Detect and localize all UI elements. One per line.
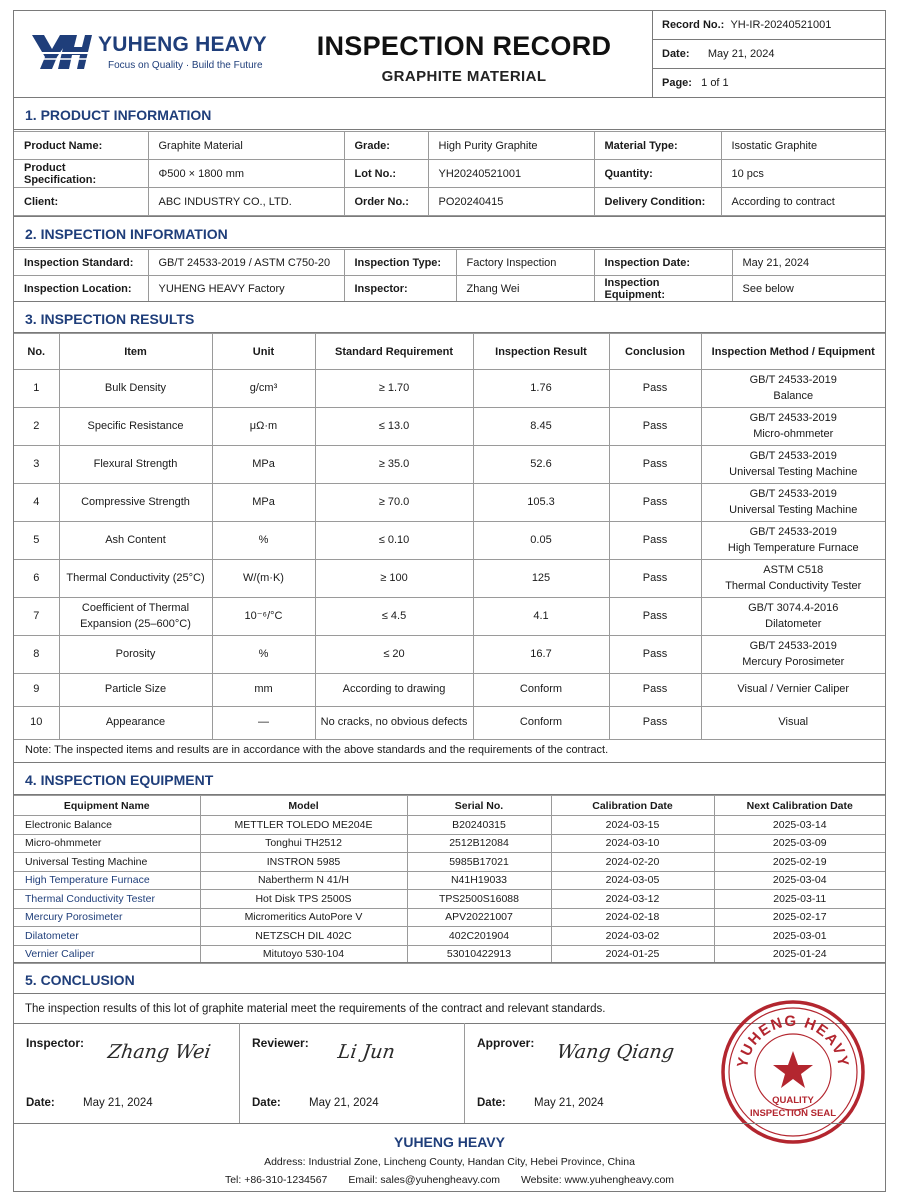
field-value: YUHENG HEAVY Factory [148, 276, 344, 302]
field-label: Delivery Condition: [594, 188, 721, 216]
results-cell: 1.76 [473, 370, 609, 408]
inspection-info-row [14, 250, 885, 276]
results-row [14, 598, 885, 636]
field-value: 10 pcs [721, 160, 885, 188]
results-cell: Ash Content [59, 522, 212, 560]
results-cell: 4.1 [473, 598, 609, 636]
brand-tagline: Focus on Quality · Build the Future [108, 60, 263, 71]
footer-tel: Tel: +86-310-1234567 [224, 1174, 328, 1186]
approver-date: May 21, 2024 [534, 1097, 604, 1109]
reviewer-signature-block [240, 1023, 465, 1123]
equipment-cell: 2024-02-18 [551, 908, 714, 927]
field-value: Zhang Wei [456, 276, 594, 302]
results-cell: 6 [14, 560, 59, 598]
record-date-row [653, 40, 886, 69]
equipment-row [14, 834, 885, 853]
equipment-cell: 2024-03-02 [551, 927, 714, 946]
results-cell: ≤ 4.5 [315, 598, 473, 636]
results-cell: Pass [609, 560, 701, 598]
field-value: High Purity Graphite [428, 132, 594, 160]
results-cell: No cracks, no obvious defects [315, 707, 473, 740]
method-equipment: Thermal Conductivity Tester [725, 579, 862, 592]
method-cell [701, 446, 885, 484]
field-value: May 21, 2024 [732, 250, 885, 276]
field-value: Isostatic Graphite [721, 132, 885, 160]
equipment-cell: 2024-03-05 [551, 871, 714, 890]
document-subtitle: GRAPHITE MATERIAL [381, 68, 547, 85]
method-cell [701, 674, 885, 707]
results-header-row [14, 334, 885, 370]
results-cell: — [212, 707, 315, 740]
equipment-cell: 5985B17021 [407, 853, 551, 872]
equipment-name: High Temperature Furnace [14, 871, 200, 890]
results-cell: Pass [609, 674, 701, 707]
approver-signature: Wang Qiang [555, 1041, 676, 1063]
results-cell: 125 [473, 560, 609, 598]
method-equipment: Universal Testing Machine [729, 465, 858, 478]
field-label: Inspection Type: [344, 250, 456, 276]
section-inspection-information: 2. INSPECTION INFORMATION [14, 216, 885, 248]
inspection-info-table [14, 249, 885, 302]
method-equipment: Balance [773, 389, 814, 402]
results-cell: 5 [14, 522, 59, 560]
results-cell: Conform [473, 707, 609, 740]
footer-company: YUHENG HEAVY [394, 1134, 505, 1150]
results-cell: 4 [14, 484, 59, 522]
record-date-label: Date: [662, 48, 690, 60]
equipment-row [14, 908, 885, 927]
field-value: PO20240415 [428, 188, 594, 216]
column-header: Standard Requirement [315, 334, 473, 370]
record-date-value: May 21, 2024 [707, 48, 775, 60]
company-logo [30, 31, 280, 81]
field-label: Inspection Location: [14, 276, 148, 302]
footer-website: Website: www.yuhengheavy.com [520, 1174, 675, 1186]
results-cell: W/(m·K) [212, 560, 315, 598]
record-page-row [653, 69, 886, 98]
method-standard: GB/T 24533-2019 [749, 373, 837, 386]
results-row [14, 560, 885, 598]
equipment-name: Dilatometer [14, 927, 200, 946]
column-header: Serial No. [407, 796, 551, 816]
method-equipment: Dilatometer [765, 617, 822, 630]
field-label: Quantity: [594, 160, 721, 188]
inspector-signature: Zhang Wei [106, 1041, 213, 1063]
results-cell: ≤ 20 [315, 636, 473, 674]
document-header [14, 11, 885, 98]
column-header: Next Calibration Date [714, 796, 885, 816]
inspector-date: May 21, 2024 [83, 1097, 153, 1109]
field-label: Lot No.: [344, 160, 428, 188]
field-value: Φ500 × 1800 mm [148, 160, 344, 188]
record-page-value: 1 of 1 [701, 77, 729, 89]
star-icon [773, 1051, 813, 1088]
results-cell: 8.45 [473, 408, 609, 446]
results-cell: Pass [609, 598, 701, 636]
record-page-label: Page: [662, 77, 692, 89]
inspector-label: Inspector: [26, 1036, 85, 1050]
results-cell: Appearance [59, 707, 212, 740]
seal-line-2: INSPECTION SEAL [749, 1108, 837, 1119]
method-equipment: Universal Testing Machine [729, 503, 858, 516]
results-cell: μΩ·m [212, 408, 315, 446]
product-info-table [14, 131, 885, 216]
column-header: Unit [212, 334, 315, 370]
equipment-cell: 2025-03-01 [714, 927, 885, 946]
field-label: Client: [14, 188, 148, 216]
equipment-cell: 2025-03-14 [714, 816, 885, 835]
method-cell [701, 707, 885, 740]
method-standard: Visual [778, 716, 809, 729]
results-cell: Compressive Strength [59, 484, 212, 522]
results-cell: % [212, 522, 315, 560]
results-cell: MPa [212, 446, 315, 484]
results-row [14, 370, 885, 408]
results-cell: 52.6 [473, 446, 609, 484]
field-label: Product Name: [14, 132, 148, 160]
equipment-row [14, 945, 885, 964]
results-cell: 1 [14, 370, 59, 408]
method-standard: ASTM C518 [763, 563, 824, 576]
results-cell: g/cm³ [212, 370, 315, 408]
results-cell: Bulk Density [59, 370, 212, 408]
column-header: Model [200, 796, 407, 816]
field-label: Inspection Standard: [14, 250, 148, 276]
results-cell: 2 [14, 408, 59, 446]
equipment-cell: Tonghui TH2512 [200, 834, 407, 853]
column-header: Inspection Method / Equipment [701, 334, 885, 370]
results-cell: MPa [212, 484, 315, 522]
seal-ring-text: YUHENG HEAVY [734, 1012, 852, 1070]
equipment-cell: 2024-03-15 [551, 816, 714, 835]
results-cell: % [212, 636, 315, 674]
field-label: Inspection Equipment: [594, 276, 732, 302]
equipment-cell: 2025-03-04 [714, 871, 885, 890]
method-standard: GB/T 24533-2019 [749, 639, 837, 652]
record-no-label: Record No.: [662, 19, 725, 31]
equipment-row [14, 853, 885, 872]
field-value: According to contract [721, 188, 885, 216]
reviewer-date-label: Date: [252, 1097, 281, 1109]
results-cell: According to drawing [315, 674, 473, 707]
method-cell [701, 370, 885, 408]
method-equipment: High Temperature Furnace [727, 541, 859, 554]
results-cell: 7 [14, 598, 59, 636]
results-cell: ≥ 70.0 [315, 484, 473, 522]
results-cell: 0.05 [473, 522, 609, 560]
results-cell: ≤ 13.0 [315, 408, 473, 446]
results-cell: 8 [14, 636, 59, 674]
field-value: See below [732, 276, 885, 302]
method-standard: Visual / Vernier Caliper [737, 683, 850, 696]
inspector-date-label: Date: [26, 1097, 55, 1109]
results-row [14, 522, 885, 560]
results-cell: Specific Resistance [59, 408, 212, 446]
results-note: Note: The inspected items and results are in accordance with the above standards and the requirements of the contract. [14, 737, 885, 763]
field-value: Factory Inspection [456, 250, 594, 276]
inspection-results-table [14, 333, 885, 740]
inspection-equipment-table [14, 795, 885, 964]
record-no-value: YH-IR-20240521001 [730, 19, 832, 31]
field-label: Grade: [344, 132, 428, 160]
equipment-cell: Nabertherm N 41/H [200, 871, 407, 890]
results-row [14, 636, 885, 674]
equipment-name: Universal Testing Machine [14, 853, 200, 872]
reviewer-signature: Li Jun [336, 1041, 397, 1063]
method-standard: GB/T 3074.4-2016 [748, 601, 839, 614]
field-value: YH20240521001 [428, 160, 594, 188]
equipment-cell: Micromeritics AutoPore V [200, 908, 407, 927]
footer-address: Address: Industrial Zone, Lincheng County, Handan City, Hebei Province, China [264, 1156, 635, 1168]
approver-date-label: Date: [477, 1097, 506, 1109]
equipment-name: Mercury Porosimeter [14, 908, 200, 927]
column-header: No. [14, 334, 59, 370]
field-value: GB/T 24533-2019 / ASTM C750-20 [148, 250, 344, 276]
equipment-name: Electronic Balance [14, 816, 200, 835]
equipment-cell: 2025-03-11 [714, 890, 885, 909]
column-header: Calibration Date [551, 796, 714, 816]
results-row [14, 674, 885, 707]
results-cell: Pass [609, 484, 701, 522]
method-cell [701, 598, 885, 636]
method-cell [701, 484, 885, 522]
footer-email: Email: sales@yuhengheavy.com [348, 1174, 501, 1186]
method-standard: GB/T 24533-2019 [749, 487, 837, 500]
section-product-information: 1. PRODUCT INFORMATION [14, 98, 885, 130]
results-cell: Pass [609, 636, 701, 674]
equipment-cell: B20240315 [407, 816, 551, 835]
equipment-cell: NETZSCH DIL 402C [200, 927, 407, 946]
method-equipment: Mercury Porosimeter [742, 655, 845, 668]
equipment-cell: APV20221007 [407, 908, 551, 927]
equipment-name: Vernier Caliper [14, 945, 200, 964]
equipment-cell: METTLER TOLEDO ME204E [200, 816, 407, 835]
equipment-cell: 2024-03-10 [551, 834, 714, 853]
brand-name: YUHENG HEAVY [98, 33, 267, 56]
results-cell: Pass [609, 370, 701, 408]
section-inspection-results: 3. INSPECTION RESULTS [14, 301, 885, 333]
results-cell: Pass [609, 408, 701, 446]
document-title: INSPECTION RECORD [316, 31, 612, 61]
equipment-cell: Hot Disk TPS 2500S [200, 890, 407, 909]
record-no-row [653, 11, 886, 40]
equipment-row [14, 927, 885, 946]
results-cell: Porosity [59, 636, 212, 674]
equipment-cell: 2025-02-17 [714, 908, 885, 927]
inspector-signature-block [14, 1023, 240, 1123]
equipment-name: Thermal Conductivity Tester [14, 890, 200, 909]
results-row [14, 484, 885, 522]
field-value: ABC INDUSTRY CO., LTD. [148, 188, 344, 216]
method-cell [701, 408, 885, 446]
equipment-name: Micro-ohmmeter [14, 834, 200, 853]
results-cell: 10 [14, 707, 59, 740]
method-standard: GB/T 24533-2019 [749, 411, 837, 424]
equipment-row [14, 816, 885, 835]
method-standard: GB/T 24533-2019 [749, 449, 837, 462]
equipment-row [14, 890, 885, 909]
field-label: Inspection Date: [594, 250, 732, 276]
results-cell: Conform [473, 674, 609, 707]
results-cell: Pass [609, 522, 701, 560]
equipment-cell: INSTRON 5985 [200, 853, 407, 872]
product-info-row [14, 188, 885, 216]
equipment-cell: 402C201904 [407, 927, 551, 946]
column-header: Equipment Name [14, 796, 200, 816]
equipment-cell: 53010422913 [407, 945, 551, 964]
section-conclusion: 5. CONCLUSION [14, 962, 885, 994]
results-cell: ≥ 35.0 [315, 446, 473, 484]
approver-label: Approver: [477, 1036, 535, 1050]
results-cell: ≥ 100 [315, 560, 473, 598]
equipment-cell: Mitutoyo 530-104 [200, 945, 407, 964]
equipment-header-row [14, 796, 885, 816]
field-label: Material Type: [594, 132, 721, 160]
results-row [14, 446, 885, 484]
equipment-cell: TPS2500S16088 [407, 890, 551, 909]
results-row [14, 408, 885, 446]
results-cell: ≤ 0.10 [315, 522, 473, 560]
equipment-cell: 2024-02-20 [551, 853, 714, 872]
equipment-cell: N41H19033 [407, 871, 551, 890]
results-cell: Particle Size [59, 674, 212, 707]
equipment-cell: 2024-03-12 [551, 890, 714, 909]
results-cell: 9 [14, 674, 59, 707]
section-inspection-equipment: 4. INSPECTION EQUIPMENT [14, 763, 885, 795]
equipment-cell: 2025-03-09 [714, 834, 885, 853]
inspection-record-page [13, 10, 886, 1192]
equipment-cell: 2512B12084 [407, 834, 551, 853]
method-standard: GB/T 24533-2019 [749, 525, 837, 538]
results-cell: 3 [14, 446, 59, 484]
column-header: Item [59, 334, 212, 370]
method-equipment: Micro-ohmmeter [753, 427, 834, 440]
seal-line-1: QUALITY [772, 1095, 814, 1106]
method-cell [701, 636, 885, 674]
results-cell: Pass [609, 707, 701, 740]
results-cell: ≥ 1.70 [315, 370, 473, 408]
equipment-row [14, 871, 885, 890]
method-cell [701, 522, 885, 560]
results-cell: Coefficient of Thermal Expansion (25–600°C) [59, 598, 212, 636]
conclusion-text: The inspection results of this lot of graphite material meet the requirements of the contract and relevant standards. [14, 994, 885, 1024]
results-cell: 10⁻⁶/°C [212, 598, 315, 636]
equipment-cell: 2025-02-19 [714, 853, 885, 872]
results-cell: mm [212, 674, 315, 707]
field-label: Order No.: [344, 188, 428, 216]
results-cell: 105.3 [473, 484, 609, 522]
reviewer-date: May 21, 2024 [309, 1097, 379, 1109]
results-cell: Flexural Strength [59, 446, 212, 484]
footer-contact [14, 1174, 885, 1186]
column-header: Conclusion [609, 334, 701, 370]
inspection-info-row [14, 276, 885, 302]
field-label: Product Specification: [14, 160, 148, 188]
reviewer-label: Reviewer: [252, 1036, 309, 1050]
record-meta-box [652, 11, 885, 98]
product-info-row [14, 160, 885, 188]
field-label: Inspector: [344, 276, 456, 302]
equipment-cell: 2024-01-25 [551, 945, 714, 964]
document-footer [14, 1123, 885, 1191]
yh-logo-icon [30, 31, 92, 73]
results-cell: Pass [609, 446, 701, 484]
column-header: Inspection Result [473, 334, 609, 370]
product-info-row [14, 132, 885, 160]
equipment-cell: 2025-01-24 [714, 945, 885, 964]
results-row [14, 707, 885, 740]
method-cell [701, 560, 885, 598]
results-cell: 16.7 [473, 636, 609, 674]
results-cell: Thermal Conductivity (25°C) [59, 560, 212, 598]
field-value: Graphite Material [148, 132, 344, 160]
